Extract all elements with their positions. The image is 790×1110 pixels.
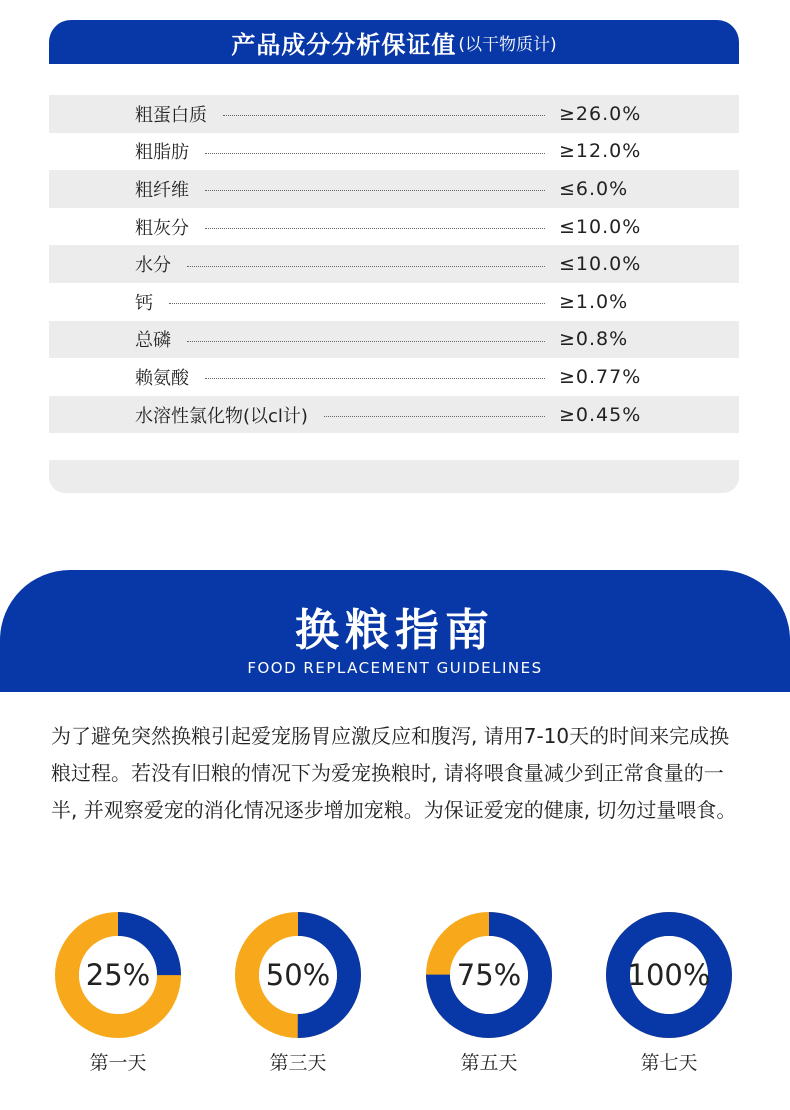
dot-leader bbox=[324, 416, 545, 417]
ring-day-label: 第三天 bbox=[269, 1052, 327, 1074]
row-name: 水分 bbox=[135, 255, 171, 277]
dot-leader bbox=[187, 341, 545, 342]
row-name: 粗蛋白质 bbox=[135, 104, 207, 126]
progress-ring bbox=[55, 912, 181, 1038]
table-row bbox=[49, 95, 739, 133]
ring-percent: 100% bbox=[627, 958, 711, 992]
analysis-title-note: (以干物质计) bbox=[458, 34, 557, 55]
row-value: ≤6.0% bbox=[559, 177, 629, 200]
ring-day-label: 第七天 bbox=[640, 1052, 698, 1074]
guide-subtitle: FOOD REPLACEMENT GUIDELINES bbox=[247, 659, 543, 677]
guide-header bbox=[0, 570, 790, 692]
progress-ring bbox=[426, 912, 552, 1038]
dot-leader bbox=[187, 266, 545, 267]
analysis-header bbox=[49, 20, 739, 64]
table-row bbox=[49, 396, 739, 434]
row-value: ≥26.0% bbox=[559, 102, 642, 125]
stage-ring bbox=[235, 912, 361, 1038]
table-row bbox=[49, 245, 739, 283]
dot-leader bbox=[205, 228, 545, 229]
row-value: ≤10.0% bbox=[559, 215, 642, 238]
dot-leader bbox=[205, 153, 545, 154]
row-name: 粗纤维 bbox=[135, 179, 189, 201]
row-value: ≥12.0% bbox=[559, 140, 642, 163]
ring-day-label: 第五天 bbox=[460, 1052, 518, 1074]
dot-leader bbox=[205, 190, 545, 191]
row-name: 粗灰分 bbox=[135, 217, 189, 239]
row-name: 总磷 bbox=[135, 330, 171, 352]
row-name: 粗脂肪 bbox=[135, 142, 189, 164]
row-name: 钙 bbox=[135, 292, 153, 314]
stage-ring bbox=[426, 912, 552, 1038]
dot-leader bbox=[169, 303, 545, 304]
row-value: ≥0.77% bbox=[559, 365, 642, 388]
row-name: 水溶性氯化物(以cl计) bbox=[135, 405, 308, 427]
stage-ring bbox=[606, 912, 732, 1038]
row-value: ≥1.0% bbox=[559, 290, 629, 313]
guide-description: 为了避免突然换粮引起爱宠肠胃应激反应和腹泻, 请用7-10天的时间来完成换粮过程。若没有旧粮的情况下为爱宠换粮时, 请将喂食量减少到正常食量的一半, 并观察爱宠的消化情况逐步增加宠粮。为保证爱宠的健康, 切勿过量喂食。 bbox=[51, 724, 737, 822]
row-name: 赖氨酸 bbox=[135, 367, 189, 389]
table-row bbox=[49, 133, 739, 171]
table-row bbox=[49, 358, 739, 396]
table-row bbox=[49, 170, 739, 208]
table-row bbox=[49, 208, 739, 246]
analysis-table bbox=[49, 95, 739, 433]
row-value: ≥0.8% bbox=[559, 328, 629, 351]
dot-leader bbox=[223, 115, 545, 116]
stage-ring bbox=[55, 912, 181, 1038]
guide-title: 换粮指南 bbox=[295, 605, 495, 656]
progress-ring bbox=[235, 912, 361, 1038]
table-row bbox=[49, 321, 739, 359]
ring-percent: 75% bbox=[456, 958, 522, 992]
analysis-title: 产品成分分析保证值 bbox=[231, 30, 457, 59]
ring-percent: 50% bbox=[265, 958, 331, 992]
row-value: ≥0.45% bbox=[559, 403, 642, 426]
table-footer bbox=[49, 460, 739, 493]
progress-ring bbox=[606, 912, 732, 1038]
ring-day-label: 第一天 bbox=[89, 1052, 147, 1074]
table-row bbox=[49, 283, 739, 321]
row-value: ≤10.0% bbox=[559, 253, 642, 276]
dot-leader bbox=[205, 378, 545, 379]
ring-percent: 25% bbox=[85, 958, 151, 992]
